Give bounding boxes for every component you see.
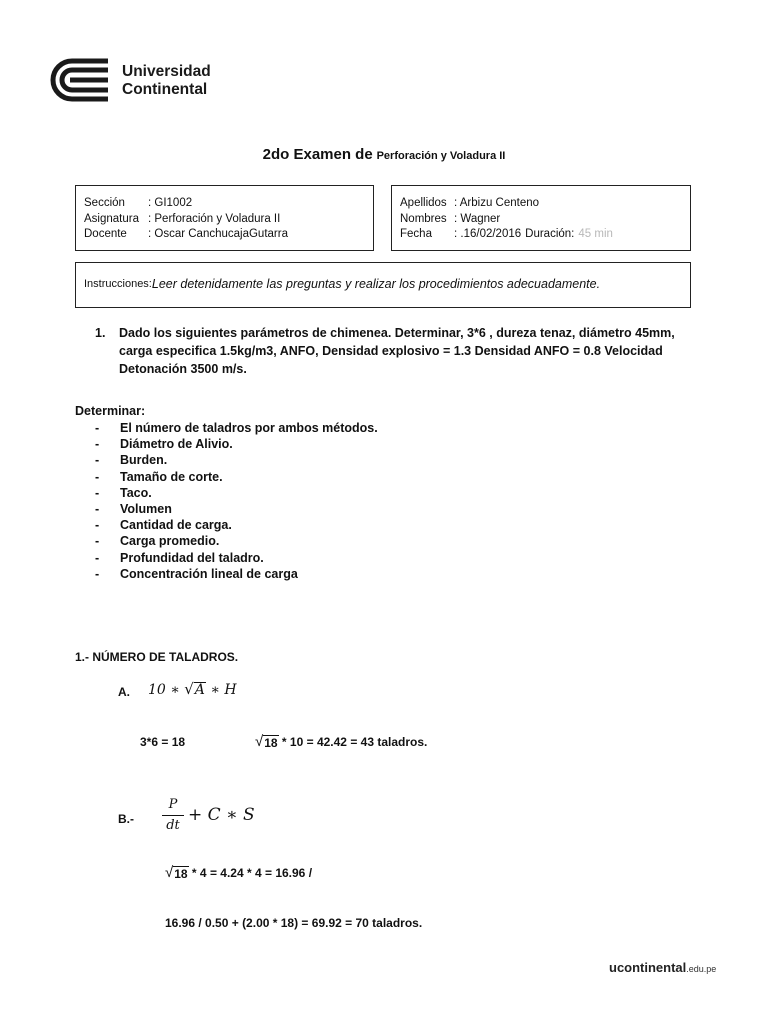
radicand: 18 [174,867,188,881]
question-number: 1. [95,326,106,340]
info-row-asignatura [84,212,365,228]
list-item [95,501,378,517]
formula-part: ∗ H [205,682,237,698]
info-label: Sección [84,197,125,209]
list-item-text: Burden. [120,453,168,468]
method-a-calc-1: 3*6 = 18 [140,735,186,749]
method-b-calc-1 [165,866,312,881]
calc-rest: * 4 = 4.24 * 4 = 16.96 / [188,866,313,880]
sqrt-symbol [255,735,279,750]
list-item [95,550,378,566]
list-item-text: El número de taladros por ambos métodos. [120,421,378,435]
list-item-text: Concentración lineal de carga [120,566,298,581]
list-dash: - [95,469,100,484]
list-item [95,420,378,436]
fraction-numerator: P [168,797,178,812]
duracion-value: 45 min [578,228,613,240]
radical-icon: √ [255,733,264,750]
list-item-text: Carga promedio. [120,534,220,549]
info-value: : Arbizu Centeno [454,197,540,209]
info-row-seccion [84,196,365,212]
list-item [95,566,378,582]
radicand: 18 [264,736,278,750]
radical-icon: √ [165,864,174,881]
section-title: 1.- NÚMERO DE TALADROS. [75,650,239,664]
exam-title [0,146,768,163]
university-name [122,63,211,99]
list-item-text: Tamaño de corte. [120,469,223,484]
info-value: : Oscar CanchucajaGutarra [148,228,288,240]
list-item-text: Taco. [120,485,152,500]
info-label: Docente [84,228,127,240]
info-label: Apellidos [400,197,447,209]
footer-domain: .edu.pe [686,964,717,974]
university-name-line2: Continental [122,81,208,98]
info-value: : Perforación y Voladura II [148,212,281,225]
list-item-text: Profundidad del taladro. [120,550,264,565]
list-item-text: Volumen [120,502,172,517]
university-name-line1: Universidad [122,63,211,80]
method-a-label: A. [118,685,130,699]
info-row-apellidos [400,196,682,212]
fraction-bar [162,815,184,816]
footer-brand-name: ucontinental [609,960,687,975]
info-value: : GI1002 [148,197,193,209]
list-item [95,452,378,468]
info-value: : Wagner [454,212,501,225]
sqrt-symbol [165,866,189,881]
list-dash: - [95,453,100,468]
list-dash: - [95,566,100,581]
university-logo-icon [50,58,112,102]
info-label: Nombres [400,212,447,225]
method-a-calc-2 [255,735,427,750]
list-item [95,533,378,549]
list-dash: - [95,437,100,452]
determinar-title: Determinar: [75,404,146,418]
method-b-label: B.- [118,812,134,826]
instructions-text: Leer detenidamente las preguntas y realizar los procedimientos adecuadamente. [151,277,601,292]
radical-icon: √ [184,680,194,698]
formula-part: 10 ∗ [148,682,185,698]
duracion-label: Duración: [525,228,575,240]
method-b-fraction [162,797,184,834]
info-label: Fecha [400,228,432,240]
method-b-calc-2: 16.96 / 0.50 + (2.00 * 18) = 69.92 = 70 taladros. [165,916,423,930]
list-item [95,517,378,533]
footer-brand [609,960,716,975]
instructions-box [75,262,691,308]
info-value: : .16/02/2016 [454,228,522,240]
list-dash: - [95,550,100,565]
info-row-nombres [400,212,682,228]
determinar-list [95,420,378,582]
list-item [95,485,378,501]
method-a-formula [148,682,237,698]
exam-title-main: 2do Examen de [262,146,373,163]
info-row-docente [84,227,365,243]
list-item [95,469,378,485]
info-label: Asignatura [84,212,139,225]
question-1 [95,324,695,378]
info-row-fecha [400,227,682,243]
exam-title-subject: Perforación y Voladura II [376,150,506,162]
question-text: Dado los siguientes parámetros de chimenea. Determinar, 3*6 , dureza tenaz, diámetro 45mm, carga especifica 1.5kg/m3, ANFO, Densidad explosivo = 1.3 Densidad ANFO = 0.8 Velocidad Detonación 3500 m/s. [119,326,675,376]
fraction-denominator: dt [166,818,180,833]
list-dash: - [95,485,100,500]
method-b-formula-rest: + C ∗ S [188,805,255,825]
course-info-box [75,185,374,251]
student-info-box [391,185,691,251]
instructions-label: Instrucciones: [84,278,152,291]
list-item-text: Cantidad de carga. [120,518,232,533]
list-dash: - [95,421,100,435]
radicand: A [194,682,205,698]
list-dash: - [95,518,100,533]
sqrt-symbol [184,682,206,697]
list-item-text: Diámetro de Alivio. [120,437,233,452]
calc-rest: * 10 = 42.42 = 43 taladros. [278,735,428,749]
list-dash: - [95,534,100,549]
list-dash: - [95,502,100,517]
list-item [95,436,378,452]
